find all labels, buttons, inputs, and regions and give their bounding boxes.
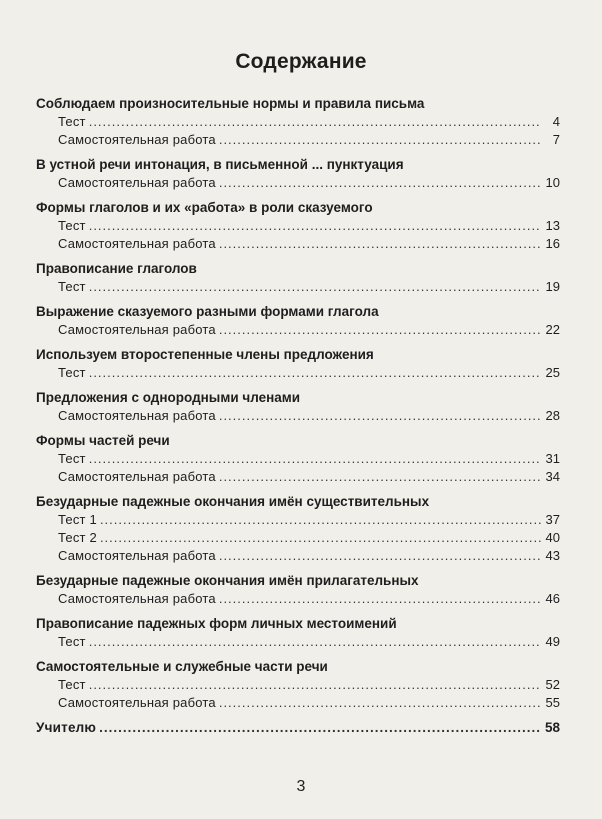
dot-leader bbox=[219, 407, 541, 425]
dot-leader bbox=[89, 676, 541, 694]
dot-leader bbox=[89, 633, 541, 651]
toc-entry-page: 37 bbox=[545, 512, 560, 527]
toc-entry bbox=[36, 590, 560, 608]
toc-entry bbox=[36, 407, 560, 425]
toc-entry-label: Тест 2 bbox=[58, 530, 97, 545]
toc-section-title: Самостоятельные и служебные части речи bbox=[36, 659, 328, 674]
toc-section-title: Безударные падежные окончания имён прилагательных bbox=[36, 573, 419, 588]
toc-entry-label: Тест 1 bbox=[58, 512, 97, 527]
toc-entry-label: Тест bbox=[58, 451, 86, 466]
toc-entry bbox=[36, 676, 560, 694]
toc-entry-page: 19 bbox=[545, 279, 560, 294]
dot-leader bbox=[219, 235, 541, 253]
toc-entry bbox=[36, 468, 560, 486]
toc-entry bbox=[36, 321, 560, 339]
dot-leader bbox=[219, 321, 541, 339]
toc-section-title: Используем второстепенные члены предложения bbox=[36, 347, 374, 362]
toc-entry-page: 34 bbox=[545, 469, 560, 484]
toc-section bbox=[36, 346, 560, 382]
toc-section-title: Предложения с однородными членами bbox=[36, 390, 301, 405]
page-number: 3 bbox=[296, 778, 306, 795]
toc-section bbox=[36, 432, 560, 486]
toc-entry-label: Самостоятельная работа bbox=[58, 695, 216, 710]
dot-leader bbox=[219, 694, 541, 712]
toc-section-title: Безударные падежные окончания имён существительных bbox=[36, 494, 430, 509]
toc-entry bbox=[36, 131, 560, 149]
dot-leader bbox=[219, 174, 541, 192]
toc-entry-page: 28 bbox=[545, 408, 560, 423]
toc-entry-label: Самостоятельная работа bbox=[58, 548, 216, 563]
toc-entry-label: Самостоятельная работа bbox=[58, 469, 216, 484]
toc-entry-label: Самостоятельная работа bbox=[58, 236, 216, 251]
toc-entry-page: 13 bbox=[545, 218, 560, 233]
toc-section-title: Соблюдаем произносительные нормы и правила письма bbox=[36, 96, 425, 111]
toc-section bbox=[36, 303, 560, 339]
toc-entry-label: Тест bbox=[58, 634, 86, 649]
toc-entry bbox=[36, 364, 560, 382]
toc-entry-page: 10 bbox=[545, 175, 560, 190]
toc-section-title: Правописание глаголов bbox=[36, 261, 197, 276]
toc-section-title: В устной речи интонация, в письменной ... пунктуация bbox=[36, 157, 404, 172]
dot-leader bbox=[89, 364, 541, 382]
dot-leader bbox=[89, 113, 541, 131]
toc-entry-label: Тест bbox=[58, 677, 86, 692]
toc-entry-page: 52 bbox=[545, 677, 560, 692]
toc-entry-page: 16 bbox=[545, 236, 560, 251]
dot-leader bbox=[99, 719, 541, 737]
toc-entry-page: 4 bbox=[552, 114, 560, 129]
toc-entry bbox=[36, 217, 560, 235]
toc-entry-label: Самостоятельная работа bbox=[58, 175, 216, 190]
toc-entry-label: Самостоятельная работа bbox=[58, 591, 216, 606]
toc-section bbox=[36, 572, 560, 608]
toc-entry bbox=[36, 278, 560, 296]
toc-entry bbox=[36, 719, 560, 737]
toc-section bbox=[36, 260, 560, 296]
toc-section-teacher bbox=[36, 719, 560, 737]
toc-entry bbox=[36, 235, 560, 253]
page-title: Содержание bbox=[235, 50, 367, 73]
toc-entry bbox=[36, 174, 560, 192]
toc-section bbox=[36, 199, 560, 253]
toc-entry-page: 7 bbox=[552, 132, 560, 147]
dot-leader bbox=[219, 547, 541, 565]
toc-section-title: Формы глаголов и их «работа» в роли сказуемого bbox=[36, 200, 373, 215]
toc-entry-label: Тест bbox=[58, 365, 86, 380]
toc-entry bbox=[36, 633, 560, 651]
toc-section bbox=[36, 156, 560, 192]
toc-entry-label: Учителю bbox=[36, 720, 97, 735]
toc-entry-label: Самостоятельная работа bbox=[58, 322, 216, 337]
toc-entry-label: Тест bbox=[58, 218, 86, 233]
dot-leader bbox=[219, 468, 541, 486]
toc-entry-page: 43 bbox=[545, 548, 560, 563]
dot-leader bbox=[100, 529, 541, 547]
toc-entry bbox=[36, 113, 560, 131]
toc-entry-page: 49 bbox=[545, 634, 560, 649]
toc-entry-page: 25 bbox=[545, 365, 560, 380]
toc-entry bbox=[36, 694, 560, 712]
toc-entry bbox=[36, 529, 560, 547]
toc-section-title: Правописание падежных форм личных местоимений bbox=[36, 616, 397, 631]
dot-leader bbox=[219, 131, 541, 149]
toc-entry bbox=[36, 450, 560, 468]
toc-entry-page: 58 bbox=[544, 720, 560, 735]
toc-entry-page: 31 bbox=[545, 451, 560, 466]
toc-section bbox=[36, 389, 560, 425]
dot-leader bbox=[219, 590, 541, 608]
toc-entry bbox=[36, 511, 560, 529]
toc-entry bbox=[36, 547, 560, 565]
toc-section bbox=[36, 615, 560, 651]
toc-entry-page: 40 bbox=[545, 530, 560, 545]
toc-section bbox=[36, 95, 560, 149]
toc-entry-label: Тест bbox=[58, 114, 86, 129]
toc-entry-page: 22 bbox=[545, 322, 560, 337]
dot-leader bbox=[100, 511, 541, 529]
table-of-contents bbox=[36, 95, 560, 744]
toc-entry-page: 55 bbox=[545, 695, 560, 710]
toc-section-title: Формы частей речи bbox=[36, 433, 170, 448]
toc-section bbox=[36, 493, 560, 565]
dot-leader bbox=[89, 450, 541, 468]
dot-leader bbox=[89, 217, 541, 235]
toc-entry-page: 46 bbox=[545, 591, 560, 606]
dot-leader bbox=[89, 278, 541, 296]
toc-entry-label: Самостоятельная работа bbox=[58, 408, 216, 423]
toc-section bbox=[36, 658, 560, 712]
toc-section-title: Выражение сказуемого разными формами глагола bbox=[36, 304, 379, 319]
toc-entry-label: Самостоятельная работа bbox=[58, 132, 216, 147]
toc-entry-label: Тест bbox=[58, 279, 86, 294]
